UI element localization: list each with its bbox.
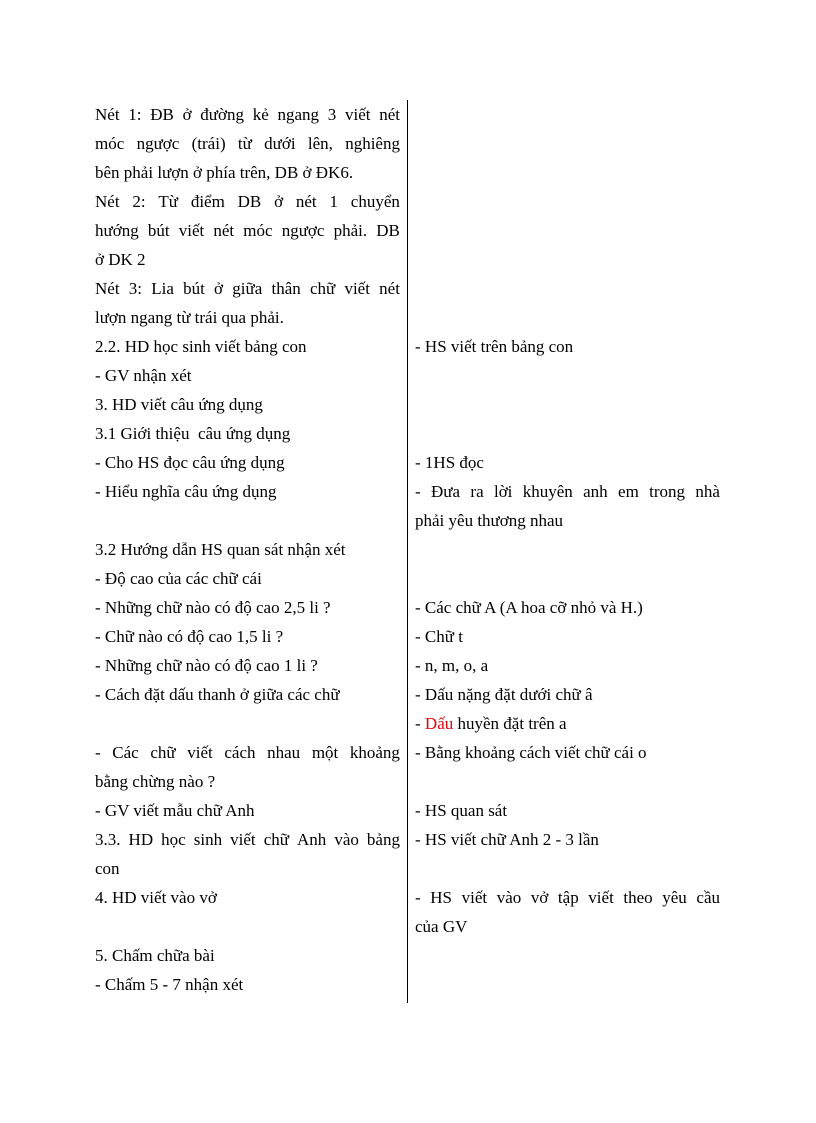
- word: ở: [182, 105, 192, 124]
- net1-line1: [95, 100, 400, 129]
- word: DB: [376, 221, 400, 240]
- answer-dau-huyen: [415, 709, 720, 738]
- question-1-li: - Những chữ nào có độ cao 1 li ?: [95, 656, 318, 675]
- section-5: 5. Chấm chữa bài: [95, 946, 215, 965]
- word: khuyên: [522, 482, 573, 501]
- word: lên,: [307, 134, 333, 153]
- net2-line3: ở DK 2: [95, 250, 146, 269]
- word: viết: [230, 830, 256, 849]
- word: ngược: [281, 221, 325, 240]
- word: HS: [430, 888, 452, 907]
- word: kẻ: [252, 105, 269, 124]
- word: móc: [95, 134, 125, 153]
- word: nét: [379, 279, 400, 298]
- word: (trái): [191, 134, 226, 153]
- word: -: [415, 888, 421, 907]
- word: 3:: [128, 279, 142, 298]
- word: HD: [128, 830, 154, 849]
- word: Từ: [158, 192, 179, 211]
- word: dưới: [264, 134, 296, 153]
- answer-dau-huyen-rest: huyền đặt trên a: [457, 714, 567, 733]
- word: chữ: [150, 743, 176, 762]
- word: Lia: [151, 279, 174, 298]
- hs-quan-sat: - HS quan sát: [415, 801, 508, 820]
- section-3-3-line1: [95, 825, 400, 854]
- word: nhà: [695, 482, 720, 501]
- word: lời: [493, 482, 513, 501]
- word: móc: [243, 221, 273, 240]
- word: nét: [379, 105, 400, 124]
- word: vở: [530, 888, 549, 907]
- word: Nét: [95, 279, 120, 298]
- word: ngang: [277, 105, 320, 124]
- word: viết: [187, 743, 213, 762]
- word: 1: [329, 192, 338, 211]
- do-cao: - Độ cao của các chữ cái: [95, 569, 262, 588]
- question-1-5-li: - Chữ nào có độ cao 1,5 li ?: [95, 627, 284, 646]
- word: -: [95, 743, 101, 762]
- word: nghiêng: [345, 134, 400, 153]
- word: theo: [623, 888, 653, 907]
- word: -: [415, 482, 421, 501]
- net1-line2: [95, 129, 400, 158]
- word: bảng: [366, 830, 400, 849]
- word: em: [618, 482, 639, 501]
- word: một: [311, 743, 339, 762]
- section-2-2: 2.2. HD học sinh viết bảng con: [95, 337, 307, 356]
- word: bút: [183, 279, 205, 298]
- word: vào: [334, 830, 359, 849]
- word: đường: [200, 105, 244, 124]
- net1-line3: bên phải lượn ở phía trên, DB ở ĐK6.: [95, 163, 354, 182]
- answer-khoang-cach: - Bằng khoảng cách viết chữ cái o: [415, 743, 647, 762]
- word: cầu: [696, 888, 720, 907]
- word: ra: [470, 482, 484, 501]
- section-3-1: 3.1 Giới thiệu câu ứng dụng: [95, 424, 291, 443]
- section-3-2: 3.2 Hướng dẫn HS quan sát nhận xét: [95, 540, 346, 559]
- gv-viet-mau: - GV viết mẫu chữ Anh: [95, 801, 255, 820]
- section-4: 4. HD viết vào vở: [95, 888, 217, 907]
- word: Anh: [297, 830, 327, 849]
- net3-line1: [95, 274, 400, 303]
- answer-1-5-li: - Chữ t: [415, 627, 463, 646]
- word: chuyển: [350, 192, 400, 211]
- answer-dau-nang: - Dấu nặng đặt dưới chữ â: [415, 685, 593, 704]
- word: anh: [583, 482, 608, 501]
- word: 3: [327, 105, 337, 124]
- word: ở: [274, 192, 284, 211]
- net2-line2: [95, 216, 400, 245]
- net2-line1: [95, 187, 400, 216]
- hs-doc: - 1HS đọc: [415, 453, 484, 472]
- word: trong: [649, 482, 686, 501]
- word: nhau: [267, 743, 301, 762]
- word: hướng: [95, 221, 139, 240]
- word: viết: [461, 888, 488, 907]
- column-divider: [407, 100, 408, 1003]
- word: bút: [147, 221, 170, 240]
- word: sinh: [193, 830, 223, 849]
- hs-viet-chu-anh: - HS viết chữ Anh 2 - 3 lần: [415, 830, 599, 849]
- answer-dau-huyen-dash: -: [415, 714, 421, 733]
- question-khoang-line1: [95, 738, 400, 767]
- word: điểm: [190, 192, 225, 211]
- word: ở: [214, 279, 224, 298]
- word: giữa: [232, 279, 263, 298]
- word: viết: [344, 105, 371, 124]
- word: 3.3.: [95, 830, 121, 849]
- gv-nhan-xet: - GV nhận xét: [95, 366, 192, 385]
- word: học: [161, 830, 186, 849]
- hs-viet-vo-line1: [415, 883, 720, 912]
- hs-viet-vo-line2: của GV: [415, 917, 468, 936]
- word: Các: [112, 743, 139, 762]
- word: viết: [178, 221, 205, 240]
- word: nét: [295, 192, 317, 211]
- word: viết: [588, 888, 614, 907]
- loi-khuyen-line2: phải yêu thương nhau: [415, 511, 564, 530]
- hieu-nghia: - Hiểu nghĩa câu ứng dụng: [95, 482, 277, 501]
- net3-line2: lượn ngang từ trái qua phải.: [95, 308, 284, 327]
- word: Nét: [95, 192, 120, 211]
- question-2-5-li: - Những chữ nào có độ cao 2,5 li ?: [95, 598, 331, 617]
- word: chữ: [263, 830, 289, 849]
- word: viết: [344, 279, 370, 298]
- word: thân: [271, 279, 301, 298]
- loi-khuyen-line1: [415, 477, 720, 506]
- answer-dau-huyen-highlight: Dấu: [424, 714, 454, 733]
- word: 2:: [132, 192, 146, 211]
- word: chữ: [309, 279, 336, 298]
- word: vào: [496, 888, 522, 907]
- word: yêu: [662, 888, 687, 907]
- cho-hs-doc: - Cho HS đọc câu ứng dụng: [95, 453, 285, 472]
- word: nét: [213, 221, 235, 240]
- question-dau-thanh: - Cách đặt dấu thanh ở giữa các chữ: [95, 685, 340, 704]
- answer-1-li: - n, m, o, a: [415, 656, 489, 675]
- word: cách: [224, 743, 256, 762]
- word: tập: [557, 888, 579, 907]
- question-khoang-line2: bằng chừng nào ?: [95, 772, 216, 791]
- cham-nhan-xet: - Chấm 5 - 7 nhận xét: [95, 975, 244, 994]
- word: Nét: [95, 105, 120, 124]
- word: ngược: [136, 134, 180, 153]
- section-3-3-line2: con: [95, 859, 120, 878]
- word: từ: [237, 134, 252, 153]
- section-3: 3. HD viết câu ứng dụng: [95, 395, 263, 414]
- answer-2-5-li: - Các chữ A (A hoa cỡ nhỏ và H.): [415, 598, 643, 617]
- word: Đưa: [431, 482, 461, 501]
- word: ĐB: [150, 105, 174, 124]
- word: 1:: [128, 105, 142, 124]
- word: phải.: [333, 221, 368, 240]
- hs-viet-bang-con: - HS viết trên bảng con: [415, 337, 574, 356]
- word: khoảng: [349, 743, 400, 762]
- word: DB: [237, 192, 262, 211]
